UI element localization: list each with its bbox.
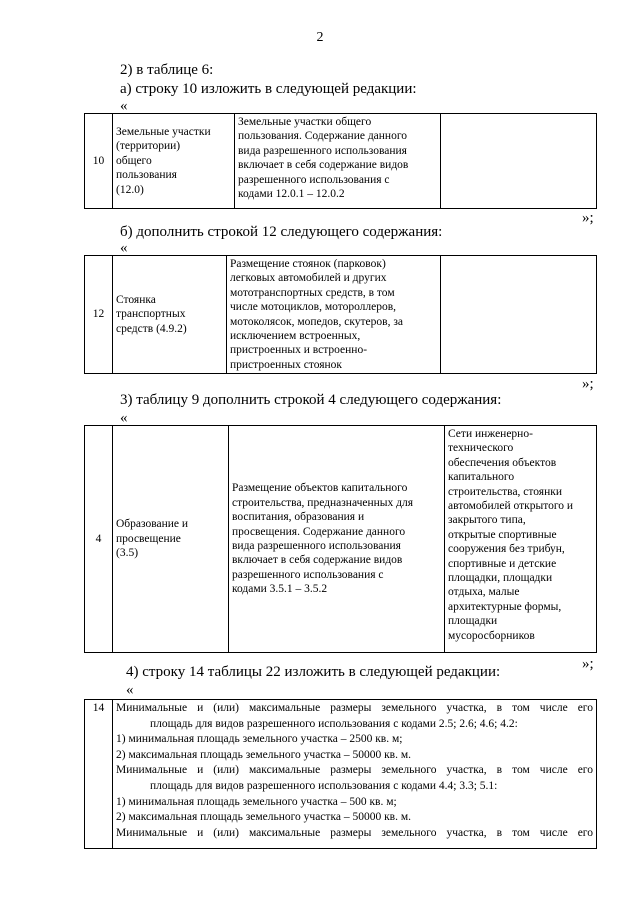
row-number: 10 bbox=[85, 114, 113, 209]
close-quote: »; bbox=[582, 376, 594, 392]
row-text: Минимальные и (или) максимальные размеры земельного участка, в том числе его площадь для видов разрешенного использования с кодами 2.5; 2.6; 4.6; 4.2: 1) минимальная площадь земельного участка – 2500 кв. м; 2) максимальная площадь земельного участка – 50000 кв. м. Минимальные и (или) максимальные размеры земельного участка, в том числе его площадь для видов разрешенного использования с кодами 4.4; 3.3; 5.1: 1) минимальная площадь земельного участка – 500 кв. м; 2) максимальная площадь земельного участка – 50000 кв. м. Минимальные и (или) максимальные размеры земельного участка, в том числе его bbox=[113, 700, 597, 849]
row-number: 4 bbox=[85, 426, 113, 653]
section-3-heading: 3) таблицу 9 дополнить строкой 4 следующего содержания: bbox=[120, 392, 502, 408]
section-2-heading: 2) в таблице 6: bbox=[120, 62, 214, 78]
close-quote: »; bbox=[582, 210, 594, 226]
page-number: 2 bbox=[316, 30, 324, 45]
row-extra bbox=[441, 114, 597, 209]
table-row-14 bbox=[84, 699, 597, 849]
row-description: Размещение объектов капитального строительства, предназначенных для воспитания, образования и просвещения. Содержание данного вида разрешенного использования включает в себя содержание видов разрешенного использования с кодами 3.5.1 – 3.5.2 bbox=[229, 426, 445, 653]
table-row-12 bbox=[84, 255, 597, 374]
row-description: Земельные участки общего пользования. Содержание данного вида разрешенного использования включает в себя содержание видов разрешенного использования с кодами 12.0.1 – 12.0.2 bbox=[235, 114, 441, 209]
row-number: 12 bbox=[85, 256, 113, 374]
close-quote: »; bbox=[582, 656, 594, 672]
open-quote: « bbox=[120, 410, 128, 426]
table-row-4 bbox=[84, 425, 597, 653]
open-quote: « bbox=[126, 682, 134, 698]
row-name: Земельные участки (территории) общего пользования (12.0) bbox=[113, 114, 235, 209]
row-name: Стоянка транспортных средств (4.9.2) bbox=[113, 256, 227, 374]
open-quote: « bbox=[120, 240, 128, 256]
row-extra: Сети инженерно- технического обеспечения объектов капитального строительства, стоянки автомобилей открытого и закрытого типа, открытые спортивные сооружения без трибун, спортивные и детские площадки, площадки отдыха, малые архитектурные формы, площадки мусоросборников bbox=[445, 426, 597, 653]
row-extra bbox=[441, 256, 597, 374]
section-4-heading: 4) строку 14 таблицы 22 изложить в следующей редакции: bbox=[126, 664, 501, 680]
item-a-text: а) строку 10 изложить в следующей редакции: bbox=[120, 81, 417, 97]
row-number: 14 bbox=[85, 700, 113, 849]
row-description: Размещение стоянок (парковок) легковых автомобилей и других мототранспортных средств, в том числе мотоциклов, мотороллеров, мотоколясок, мопедов, скутеров, за исключением встроенных, пристроенных и встроенно- пристроенных стоянок bbox=[227, 256, 441, 374]
item-b-text: б) дополнить строкой 12 следующего содержания: bbox=[120, 224, 443, 240]
table-row-10 bbox=[84, 113, 597, 209]
open-quote: « bbox=[120, 98, 128, 114]
row-name: Образование и просвещение (3.5) bbox=[113, 426, 229, 653]
